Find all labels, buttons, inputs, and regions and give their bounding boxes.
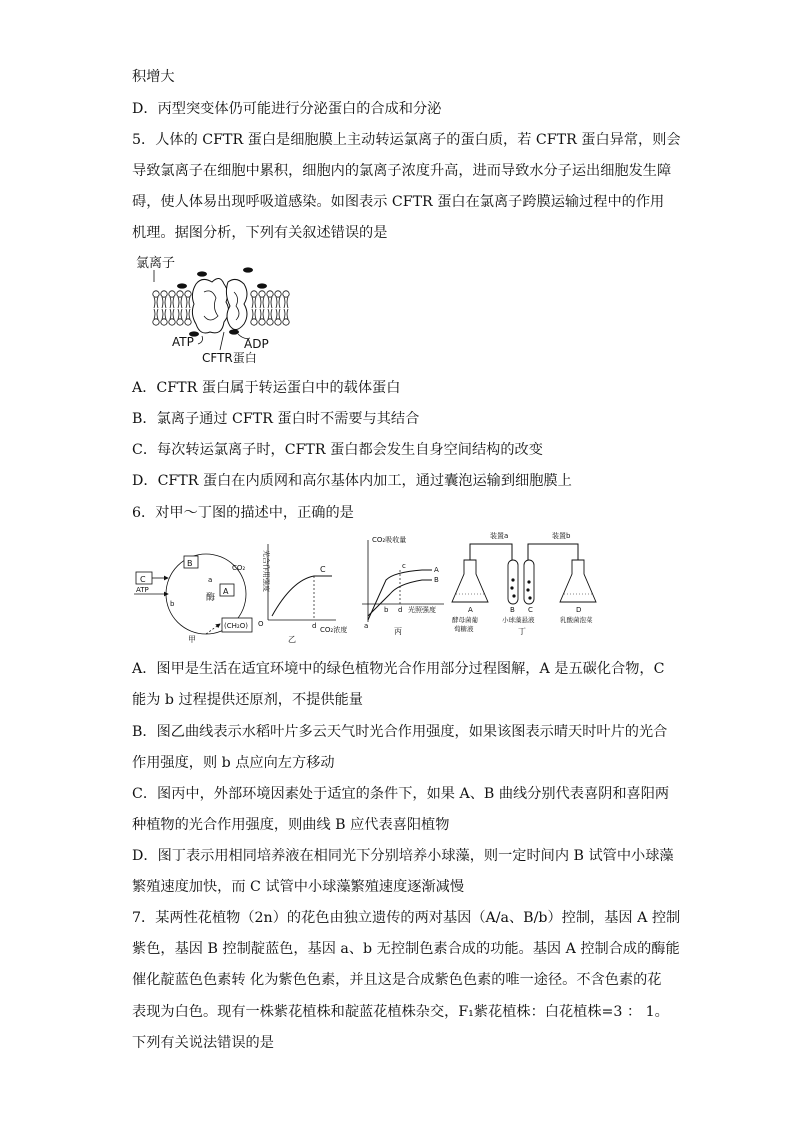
- svg-text:(CH₂O): (CH₂O): [224, 622, 248, 630]
- svg-text:CO₂浓度: CO₂浓度: [320, 626, 348, 634]
- svg-text:丁: 丁: [518, 627, 526, 636]
- figure-yi: [258, 544, 347, 644]
- atp-label: ATP: [172, 335, 194, 349]
- svg-text:小球藻悬液: 小球藻悬液: [502, 616, 535, 624]
- svg-text:B: B: [510, 606, 515, 614]
- question-stem: 催化靛蓝色色素转 化为紫色色素，并且这是合成紫色色素的唯一途径。不含色素的花: [132, 972, 662, 988]
- question-stem: 机理。据图分析，下列有关叙述错误的是: [132, 225, 388, 241]
- option-c: C．图丙中，外部环境因素处于适宜的条件下，如果 A、B 曲线分别代表喜阴和喜阳两: [132, 786, 670, 802]
- svg-text:光照强度: 光照强度: [408, 606, 436, 614]
- svg-text:a: a: [208, 576, 213, 584]
- svg-text:C: C: [140, 575, 146, 584]
- chloride-ion-label: 氯离子: [136, 256, 176, 271]
- figure-ding: [452, 531, 596, 636]
- option-b-cont: 作用强度，则 b 点应向左方移动: [132, 755, 335, 771]
- svg-text:b: b: [384, 606, 389, 614]
- question-stem: 7．某两性花植物（2n）的花色由独立遗传的两对基因（A/a、B/b）控制，基因 A 控制: [132, 910, 681, 926]
- option-a: A．图甲是生活在适宜环境中的绿色植物光合作用部分过程图解，A 是五碳化合物，C: [132, 661, 665, 677]
- question-stem: 导致氯离子在细胞中累积，细胞内的氯离子浓度升高，进而导致水分子运出细胞发生障: [132, 163, 672, 179]
- svg-text:乳酸菌泡菜: 乳酸菌泡菜: [560, 616, 593, 624]
- option-a-cont: 能为 b 过程提供还原剂，不提供能量: [132, 692, 363, 708]
- svg-text:酶: 酶: [206, 593, 216, 603]
- question-stem: 6．对甲～丁图的描述中，正确的是: [132, 505, 354, 521]
- figure-bing: [362, 535, 444, 636]
- figure-jia: [134, 554, 252, 644]
- svg-text:O: O: [258, 620, 264, 628]
- svg-text:CO₂吸收量: CO₂吸收量: [372, 536, 407, 544]
- svg-text:酵母菌葡: 酵母菌葡: [452, 616, 478, 624]
- svg-text:c: c: [402, 562, 406, 570]
- question-stem: 5．人体的 CFTR 蛋白是细胞膜上主动转运氯离子的蛋白质，若 CFTR 蛋白异常，则会: [132, 132, 681, 148]
- option-c-cont: 种植物的光合作用强度，则曲线 B 应代表喜阳植物: [132, 817, 450, 833]
- option-text: D．丙型突变体仍可能进行分泌蛋白的合成和分泌: [132, 101, 442, 117]
- svg-text:d: d: [398, 606, 403, 614]
- svg-text:ATP: ATP: [136, 586, 149, 594]
- cftr-diagram: [132, 252, 302, 368]
- svg-text:光合作用强度: 光合作用强度: [262, 550, 270, 592]
- question-stem: 紫色，基因 B 控制靛蓝色，基因 a、b 无控制色素合成的功能。基因 A 控制合成的酶能: [132, 941, 680, 957]
- photosynthesis-figures: [132, 530, 612, 645]
- svg-text:A: A: [468, 606, 473, 614]
- option-a: A．CFTR 蛋白属于转运蛋白中的载体蛋白: [132, 380, 401, 396]
- option-b: B．图乙曲线表示水稻叶片多云天气时光合作用强度，如果该图表示晴天时叶片的光合: [132, 724, 668, 740]
- svg-text:A: A: [223, 587, 229, 596]
- option-d: D．CFTR 蛋白在内质网和高尔基体内加工，通过囊泡运输到细胞膜上: [132, 473, 572, 489]
- svg-text:装置a: 装置a: [490, 532, 509, 540]
- svg-text:装置b: 装置b: [552, 532, 571, 540]
- cftr-protein-label: CFTR蛋白: [202, 351, 257, 365]
- question-stem: 碍，使人体易出现呼吸道感染。如图表示 CFTR 蛋白在氯离子跨膜运输过程中的作用: [132, 194, 665, 210]
- svg-text:a: a: [364, 622, 369, 630]
- svg-text:B: B: [434, 576, 439, 584]
- adp-label: ADP: [244, 337, 269, 351]
- svg-text:b: b: [170, 600, 175, 608]
- svg-text:D: D: [576, 606, 582, 614]
- option-c: C．每次转运氯离子时，CFTR 蛋白都会发生自身空间结构的改变: [132, 442, 543, 458]
- svg-text:d: d: [312, 622, 317, 630]
- question-stem: 下列有关说法错误的是: [132, 1035, 274, 1051]
- svg-text:CO₂: CO₂: [232, 564, 246, 572]
- text-line: 积增大: [132, 69, 175, 85]
- svg-text:甲: 甲: [188, 635, 196, 644]
- option-d: D．图丁表示用相同培养液在相同光下分别培养小球藻，则一定时间内 B 试管中小球藻: [132, 848, 674, 864]
- svg-text:A: A: [434, 566, 439, 574]
- option-b: B．氯离子通过 CFTR 蛋白时不需要与其结合: [132, 411, 420, 427]
- svg-text:B: B: [187, 559, 193, 568]
- option-d-cont: 繁殖速度加快，而 C 试管中小球藻繁殖速度逐渐减慢: [132, 879, 465, 895]
- svg-text:丙: 丙: [394, 627, 402, 636]
- svg-text:C: C: [528, 606, 533, 614]
- question-stem: 表现为白色。现有一株紫花植株和靛蓝花植株杂交，F₁紫花植株：白花植株=3 ： 1。: [132, 1004, 669, 1020]
- svg-text:萄糖液: 萄糖液: [454, 625, 474, 633]
- svg-text:乙: 乙: [288, 635, 296, 644]
- svg-text:C: C: [320, 565, 326, 574]
